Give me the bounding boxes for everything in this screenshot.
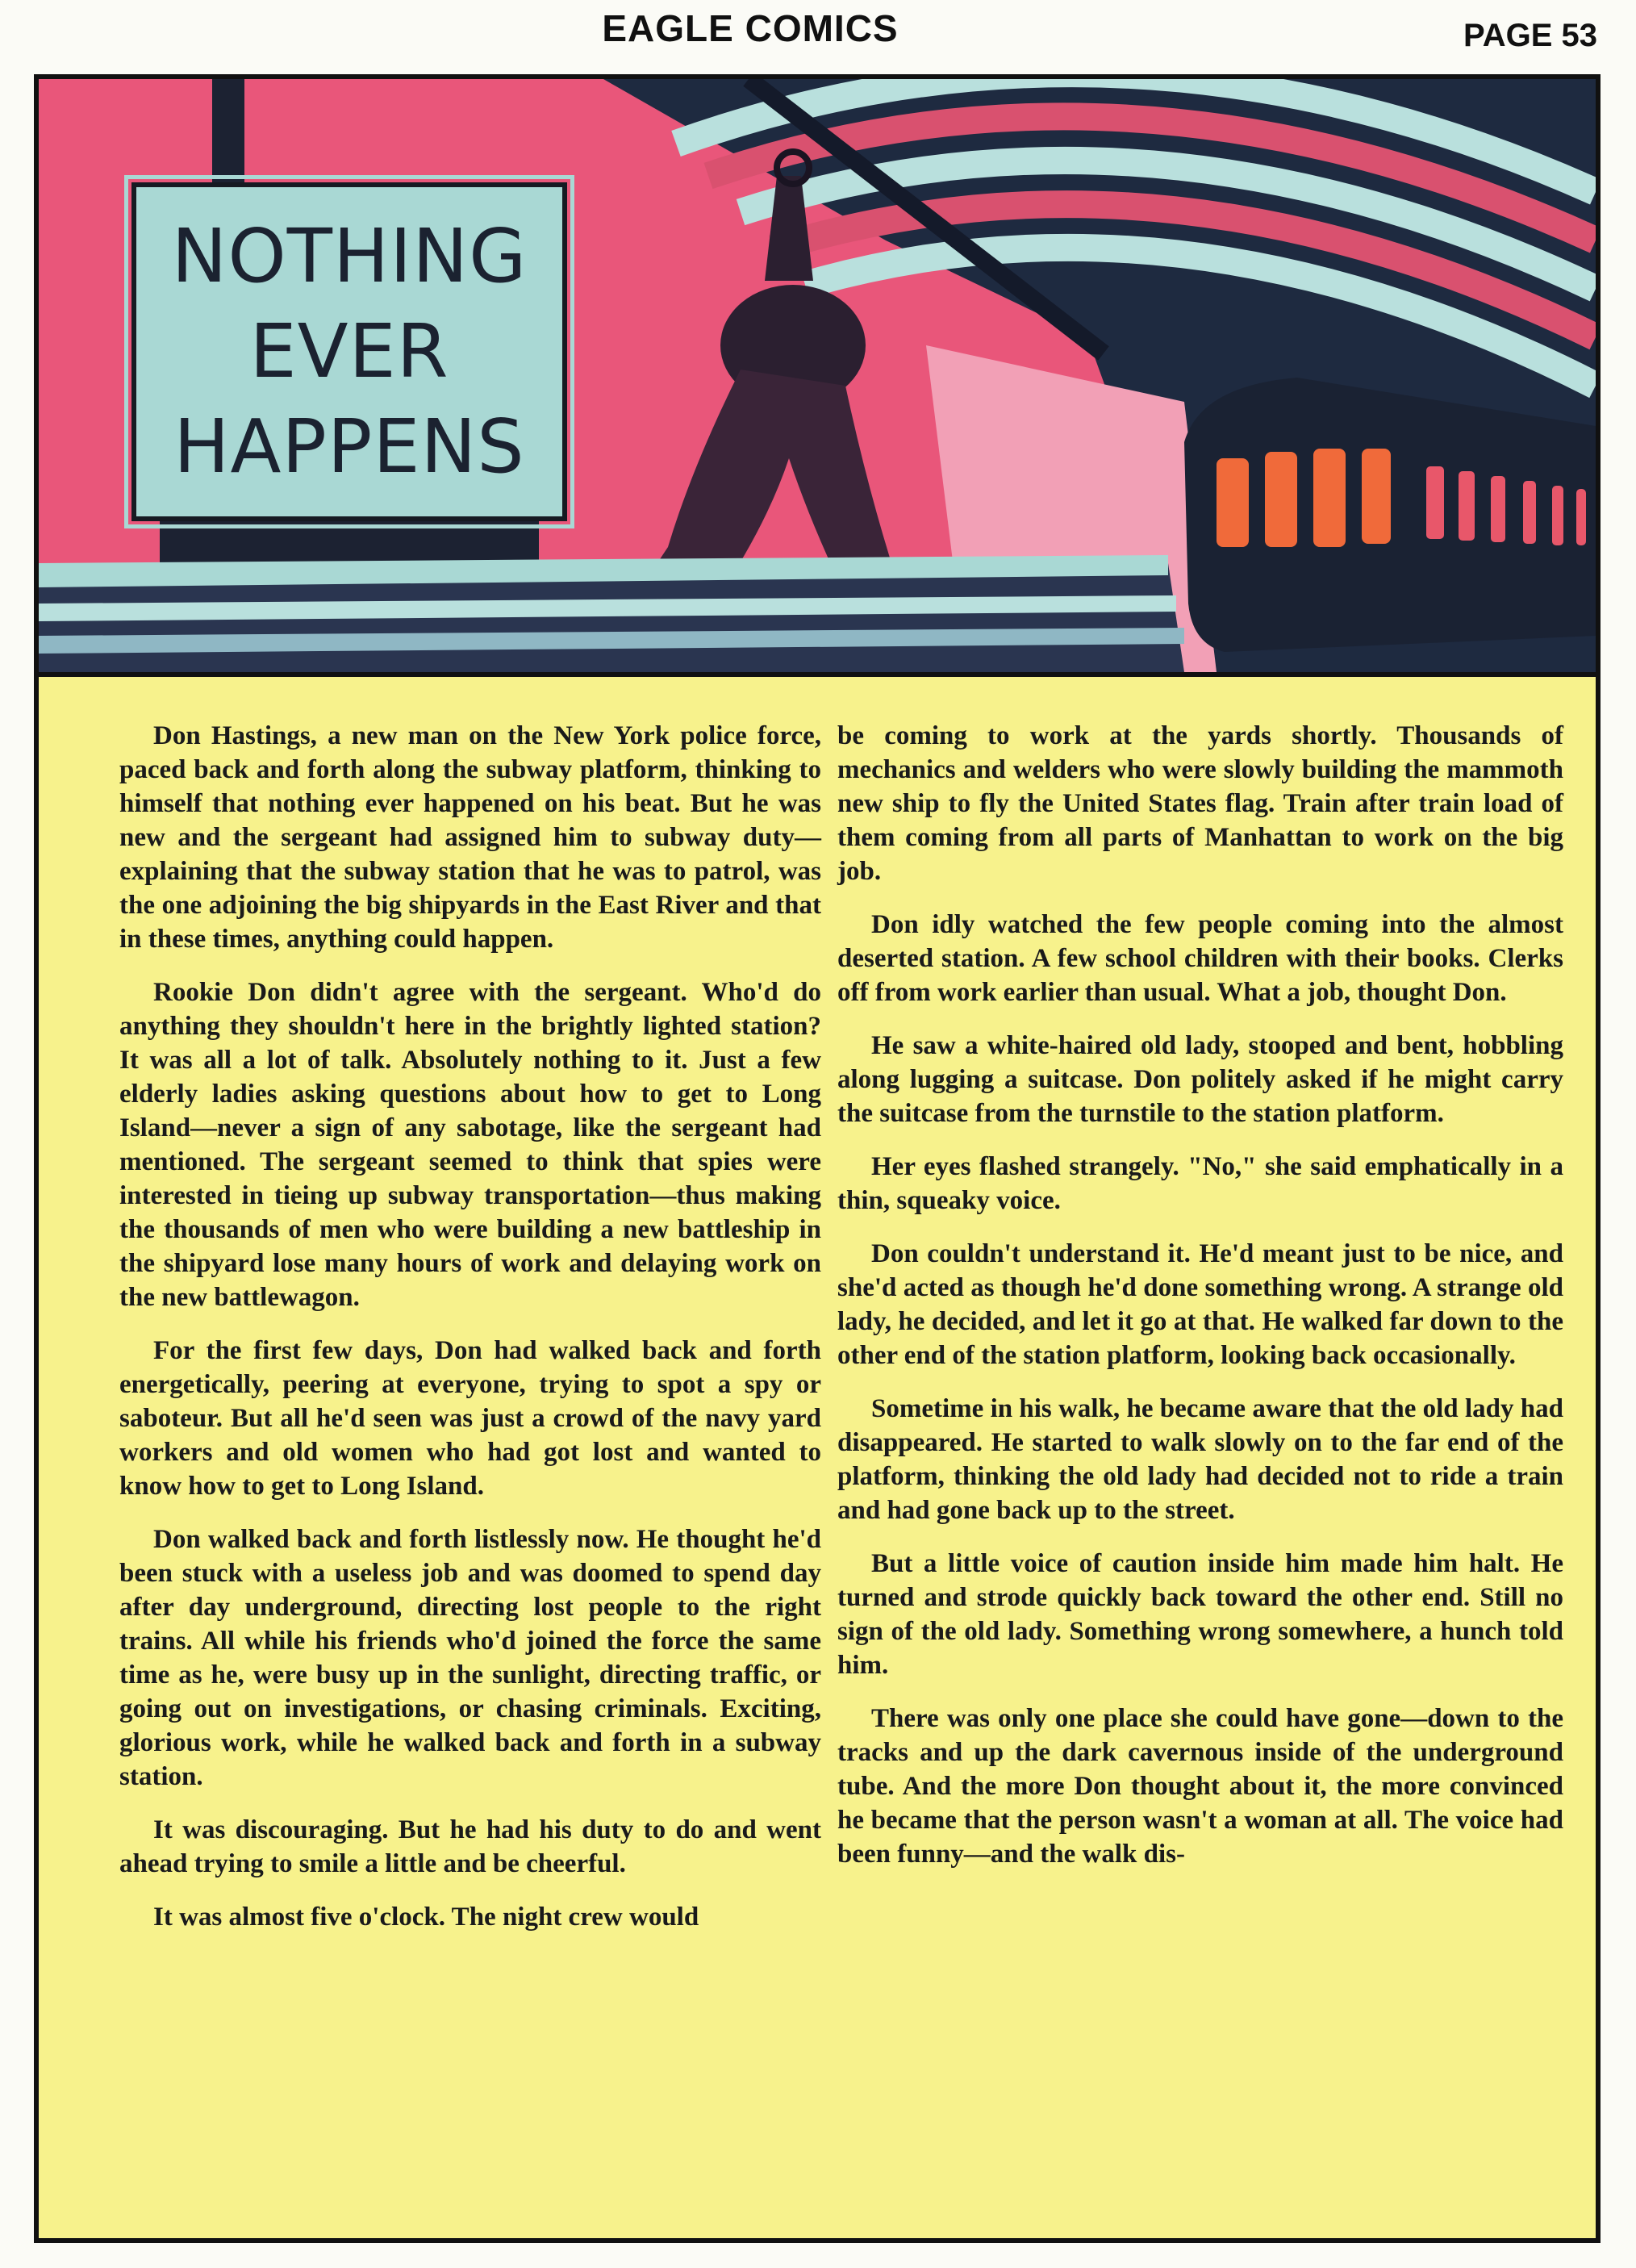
splash-panel (39, 79, 1596, 677)
train-window (1426, 466, 1444, 539)
train-window (1217, 458, 1249, 547)
story-paragraph: He saw a white-haired old lady, stooped and bent, hobbling along lugging a suitcase. Don politely asked if he might carry the suitcase from the turnstile to the station platform. (837, 1031, 1563, 1128)
story-paragraph: Her eyes flashed strangely. "No," she said emphatically in a thin, squeaky voice. (837, 1152, 1563, 1215)
story-paragraph: Sometime in his walk, he became aware that the old lady had disappeared. He started to walk slowly on to the far end of the platform, thinking the old lady had decided not to ride a train and had gone back up to the street. (837, 1394, 1563, 1525)
story-page-frame (34, 74, 1601, 2243)
story-paragraph: For the first few days, Don had walked back and forth energetically, peering at everyone, trying to spot a spy or saboteur. But all he'd seen was just a crowd of the navy yard workers and old women who had got lost and wanted to know how to get to Long Island. (119, 1336, 821, 1501)
story-text-area (39, 677, 1596, 2238)
sign-line-2: EVER (249, 308, 449, 395)
train-window (1459, 471, 1475, 541)
story-paragraph: Rookie Don didn't agree with the sergeant. Who'd do anything they shouldn't here in the brightly lighted station? It was all a lot of talk. Absolutely nothing to it. Just a few elderly ladies asking questions about how to get to Long Island—never a sign of any sabotage, like the sergeant had mentioned. The sergeant seemed to think that spies were interested in tieing up subway transportation—thus making the thousands of men who were building a new battleship in the shipyard lose many hours of work and delaying work on the new battlewagon. (119, 978, 821, 1312)
left-text-column (119, 719, 821, 1953)
train-window (1313, 449, 1346, 547)
story-paragraph: But a little voice of caution inside him made him halt. He turned and strode quickly back toward the other end. Still no sign of the old lady. Something wrong somewhere, a hunch told him. (837, 1549, 1563, 1680)
sign-line-3: HAPPENS (173, 403, 525, 490)
right-text-column (837, 719, 1563, 1890)
story-paragraph: Don walked back and forth listlessly now. He thought he'd been stuck with a useless job and was doomed to spend day after day underground, directing lost people to the right trains. All while his friends who'd joined the force the same time as he, were busy up in the sunlight, directing traffic, or going out on investigations, or chasing criminals. Exciting, glorious work, while he walked back and forth in a subway station. (119, 1525, 821, 1791)
train-window (1576, 489, 1586, 545)
title-sign (131, 182, 567, 521)
story-paragraph: Don Hastings, a new man on the New York police force, paced back and forth along the subway platform, thinking to himself that nothing ever happened on his beat. But he was new and the sergeant had assigned him to subway duty—explaining that the subway station that he was to patrol, was the one adjoining the big shipyards in the East River and that in these times, anything could happen. (119, 721, 821, 954)
train-window (1362, 449, 1391, 544)
platform (39, 555, 1184, 672)
story-paragraph: Don couldn't understand it. He'd meant just to be nice, and she'd acted as though he'd done something wrong. A strange old lady, he decided, and let it go at that. He walked far down to the other end of the station platform, looking back occasionally. (837, 1239, 1563, 1370)
train-window (1552, 486, 1563, 545)
train-window (1523, 481, 1536, 544)
page-number: PAGE 53 (1463, 18, 1597, 53)
sign-line-1: NOTHING (171, 213, 528, 299)
story-paragraph: It was almost five o'clock. The night crew would (153, 1903, 699, 1932)
train (1184, 378, 1596, 652)
story-paragraph: Don idly watched the few people coming into the almost deserted station. A few school children with their books. Clerks off from work earlier than usual. What a job, thought Don. (837, 910, 1563, 1007)
story-paragraph: There was only one place she could have gone—down to the tracks and up the dark cavernous inside of the underground tube. And the more Don thought about it, the more convinced he became that the person wasn't a woman at all. The voice had been funny—and the walk dis- (837, 1704, 1563, 1869)
story-paragraph: It was discouraging. But he had his duty to do and went ahead trying to smile a little and be cheerful. (119, 1815, 821, 1878)
train-window (1265, 452, 1297, 547)
train-window (1491, 476, 1505, 542)
story-paragraph-continuation: be coming to work at the yards shortly. Thousands of mechanics and welders who were slowly building the mammoth new ship to fly the United States flag. Train after train load of them coming from all parts of Manhattan to work on the big job. (837, 721, 1563, 886)
magazine-title: EAGLE COMICS (602, 7, 899, 49)
